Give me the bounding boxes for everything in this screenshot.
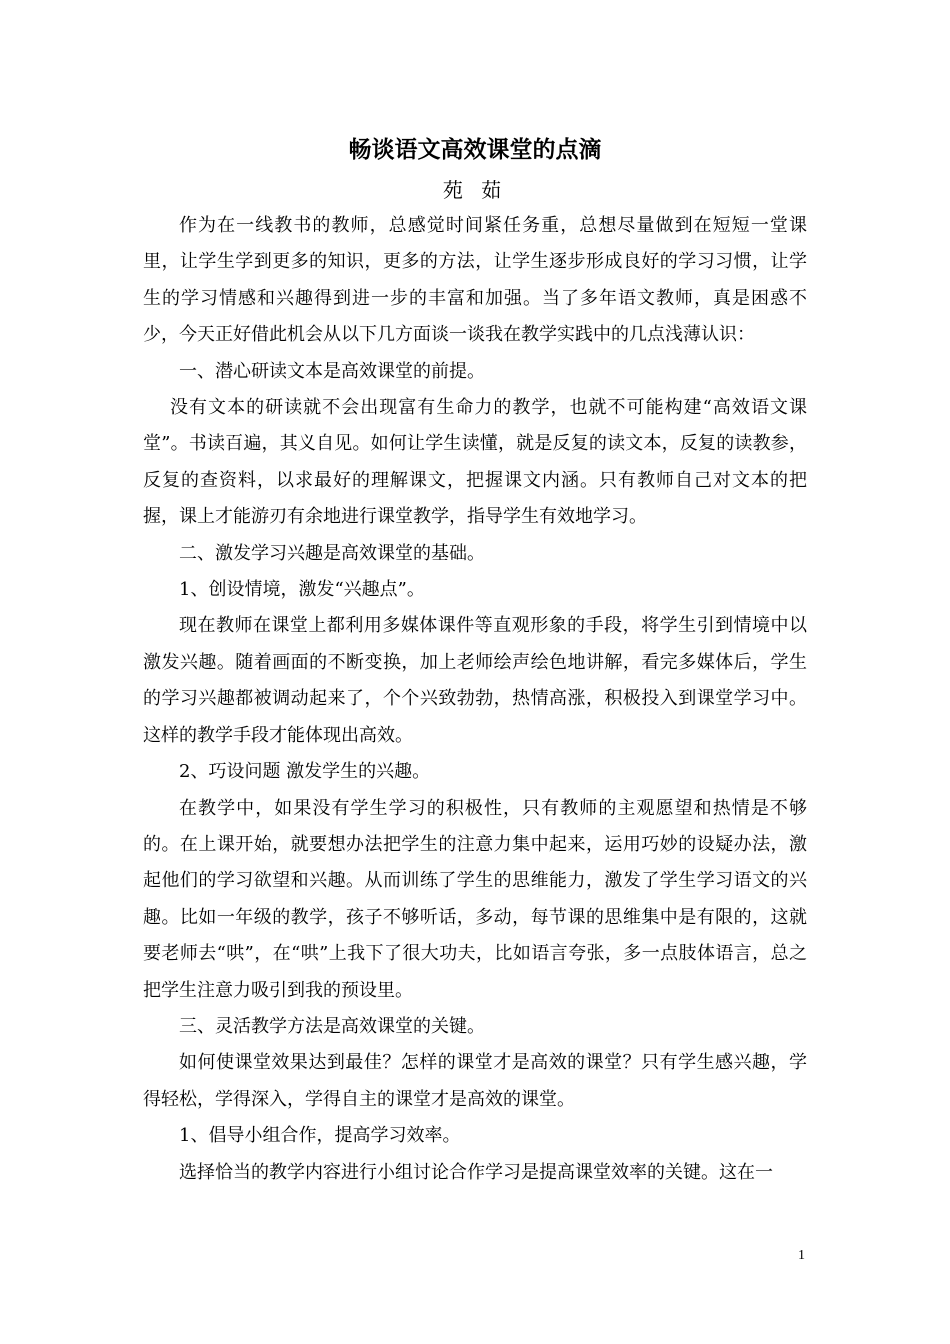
subheading-3-1: 1、倡导小组合作，提高学习效率。 xyxy=(179,1125,461,1147)
heading-section-3: 三、灵活教学方法是高效课堂的关键。 xyxy=(179,1015,485,1037)
subheading-2-2: 2、巧设问题 激发学生的兴趣。 xyxy=(179,761,431,783)
paragraph-section-3: 如何使课堂效果达到最佳？怎样的课堂才是高效的课堂？只有学生感兴趣，学得轻松，学得深入，学得自主的课堂才是高效的课堂。 xyxy=(143,1052,807,1110)
subheading-2-1: 1、创设情境，激发“兴趣点”。 xyxy=(179,579,425,601)
paragraph-intro: 作为在一线教书的教师，总感觉时间紧任务重，总想尽量做到在短短一堂课里，让学生学到更多的知识，更多的方法，让学生逐步形成良好的学习习惯，让学生的学习情感和兴趣得到进一步的丰富和加强。当了多年语文教师，真是困惑不少，今天正好借此机会从以下几方面谈一谈我在教学实践中的几点浅薄认识： xyxy=(143,215,807,346)
heading-section-1: 一、潜心研读文本是高效课堂的前提。 xyxy=(179,360,485,382)
paragraph-section-1: 没有文本的研读就不会出现富有生命力的教学，也就不可能构建“高效语文课堂”。书读百遍，其义自见。如何让学生读懂，就是反复的读文本，反复的读教参，反复的查资料，以求最好的理解课文，把握课文内涵。只有教师自己对文本的把握，课上才能游刃有余地进行课堂教学，指导学生有效地学习。 xyxy=(143,397,807,528)
document-page xyxy=(143,130,807,1191)
paragraph-3-1: 选择恰当的教学内容进行小组讨论合作学习是提高课堂效率的关键。这在一 xyxy=(179,1161,773,1183)
page-number: 1 xyxy=(798,1248,805,1263)
document-body xyxy=(143,208,807,1191)
document-author: 苑 茹 xyxy=(442,178,508,202)
document-title: 畅谈语文高效课堂的点滴 xyxy=(348,136,602,163)
paragraph-2-1: 现在教师在课堂上都利用多媒体课件等直观形象的手段，将学生引到情境中以激发兴趣。随着画面的不断变换，加上老师绘声绘色地讲解，看完多媒体后，学生的学习兴趣都被调动起来了，个个兴致勃勃，热情高涨，积极投入到课堂学习中。这样的教学手段才能体现出高效。 xyxy=(143,615,807,746)
heading-section-2: 二、激发学习兴趣是高效课堂的基础。 xyxy=(179,542,485,564)
paragraph-2-2: 在教学中，如果没有学生学习的积极性，只有教师的主观愿望和热情是不够的。在上课开始，就要想办法把学生的注意力集中起来，运用巧妙的设疑办法，激起他们的学习欲望和兴趣。从而训练了学生的思维能力，激发了学生学习语文的兴趣。比如一年级的教学，孩子不够听话，多动，每节课的思维集中是有限的，这就要老师去“哄”，在“哄”上我下了很大功夫，比如语言夸张，多一点肢体语言，总之把学生注意力吸引到我的预设里。 xyxy=(143,797,807,1001)
